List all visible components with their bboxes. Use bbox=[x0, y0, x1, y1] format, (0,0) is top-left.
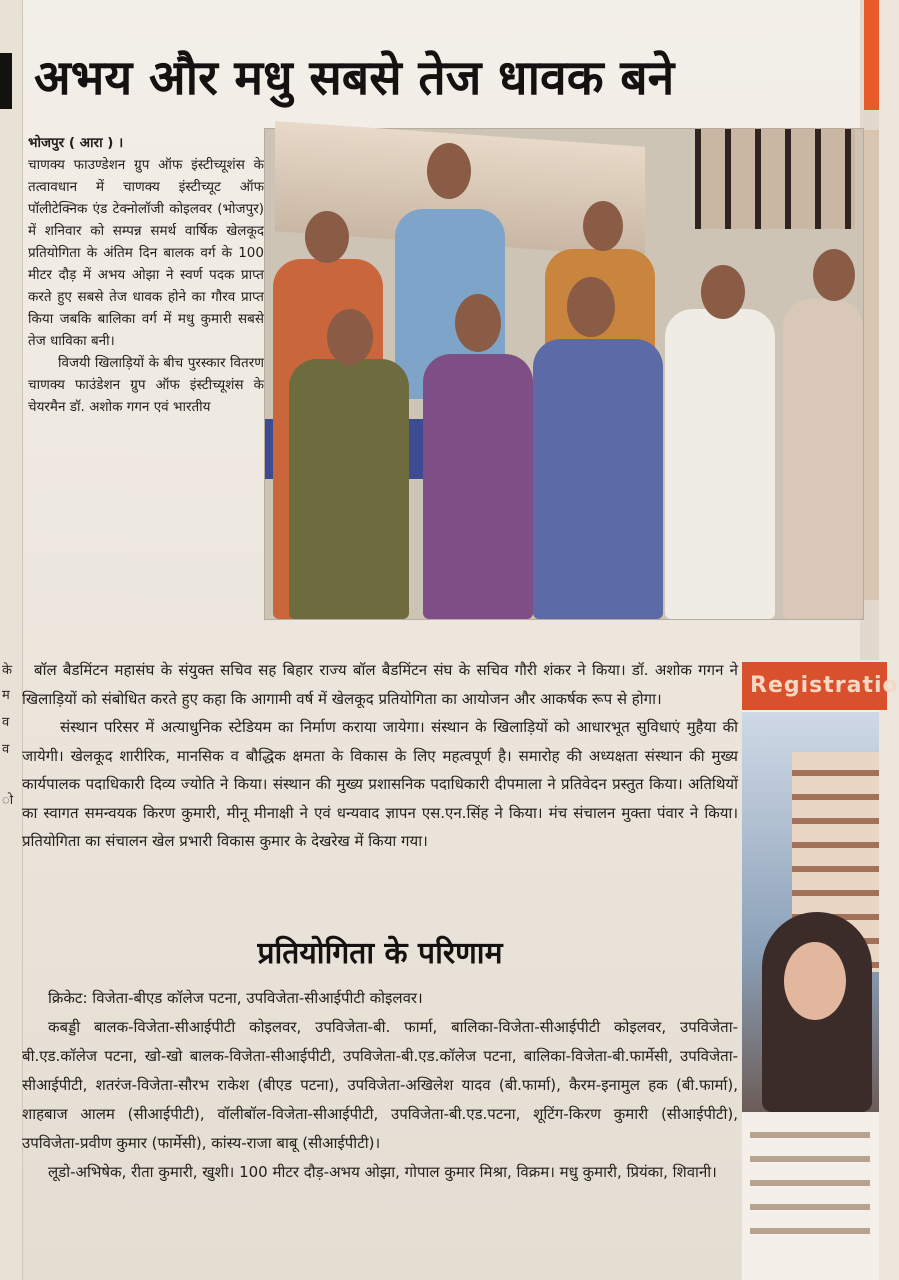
ad-person-face bbox=[784, 942, 846, 1020]
intro-paragraph: विजयी खिलाड़ियों के बीच पुरस्कार वितरण चाणक्य फाउंडेशन ग्रुप ऑफ इंस्टीच्यूशंस के चेयरमैन डॉ. अशोक गगन एवं भारतीय bbox=[28, 355, 264, 415]
person-head bbox=[305, 211, 349, 263]
results-paragraph: लूडो-अभिषेक, रीता कुमारी, खुशी। 100 मीटर दौड़-अभय ओझा, गोपाल कुमार मिश्रा, विक्रम। मधु कुमारी, प्रियंका, शिवानी। bbox=[48, 1163, 717, 1181]
photo-window bbox=[695, 129, 855, 229]
person-head bbox=[701, 265, 745, 319]
body-paragraph: संस्थान परिसर में अत्याधुनिक स्टेडियम का निर्माण कराया जायेगा। संस्थान के खिलाड़ियों को आधारभूत सुविधाएं मुहैया की जायेगी। खेलकूद शारीरिक, मानसिक व बौद्धिक क्षमता के विकास के लिए महत्वपूर्ण है। समारोह की अध्यक्षता संस्थान की मुख्य कार्यपालक पदाधिकारी दिव्य ज्योति ने किया। संस्थान की मुख्य प्रशासनिक पदाधिकारी दीपमाला ने प्रतिवेदन प्रस्तुत किया। अतिथियों का स्वागत समन्वयक किरण कुमारी, मीनू मीनाक्षी ने एवं धन्यवाद ज्ञापन एस.एन.सिंह ने किया। मंच संचालन मुक्ता पंवार ने किया। प्रतियोगिता का संचालन खेल प्रभारी विकास कुमार के देखरेख में किया गया। bbox=[22, 718, 738, 850]
person-figure bbox=[783, 299, 863, 619]
left-text-fragment: के bbox=[2, 663, 12, 678]
person-figure bbox=[533, 339, 663, 619]
left-text-fragment: ो bbox=[2, 793, 14, 808]
ad-photo bbox=[742, 712, 879, 1112]
left-text-fragment: व bbox=[2, 715, 10, 730]
body-paragraph: बॉल बैडमिंटन महासंघ के संयुक्त सचिव सह बिहार राज्य बॉल बैडमिंटन संघ के सचिव गौरी शंकर ने किया। डॉ. अशोक गगन ने खिलाड़ियों को संबोधित करते हुए कहा कि आगामी वर्ष में खेलकूद प्रतियोगिता का आयोजन और आकर्षक रूप से होगा। bbox=[22, 661, 738, 708]
headline-text: अभय और मधु सबसे तेज धावक बने bbox=[34, 50, 675, 106]
person-head bbox=[455, 294, 501, 352]
results-paragraph: क्रिकेट: विजेता-बीएड कॉलेज पटना, उपविजेता-सीआईपीटी कोइलवर। bbox=[48, 989, 423, 1007]
results-section bbox=[22, 984, 738, 1187]
event-photo bbox=[264, 128, 864, 620]
left-text-fragment: व bbox=[2, 742, 10, 757]
person-head bbox=[327, 309, 373, 365]
results-paragraph: कबड्डी बालक-विजेता-सीआईपीटी कोइलवर, उपविजेता-बी. फार्मा, बालिका-विजेता-सीआईपीटी कोइलवर, उपविजेता-बी.एड.कॉलेज पटना, खो-खो बालक-विजेता-सीआईपीटी, उपविजेता-बी.एड.कॉलेज पटना, बालिका-विजेता-बी.फार्मेसी, उपविजेता-सीआईपीटी, शतरंज-विजेता-सौरभ राकेश (बीएड पटना), उपविजेता-अखिलेश यादव (बी.फार्मा), कैरम-इनामुल हक (बी.फार्मा), शाहबाज आलम (सीआईपीटी), वॉलीबॉल-विजेता-सीआईपीटी, उपविजेता-बी.एड.पटना, शूटिंग-किरण कुमारी (सीआईपीटी), उपविजेता-प्रवीण कुमार (फार्मेसी), कांस्य-राजा बाबू (सीआईपीटी)। bbox=[22, 1018, 738, 1152]
ad-text-lines bbox=[750, 1132, 870, 1252]
results-heading: प्रतियोगिता के परिणाम bbox=[257, 936, 503, 971]
person-head bbox=[813, 249, 855, 301]
orange-edge-block bbox=[864, 0, 879, 110]
dateline: भोजपुर ( आरा ) । bbox=[28, 135, 124, 151]
person-figure bbox=[423, 354, 533, 619]
edge-block bbox=[864, 130, 879, 600]
intro-paragraph: चाणक्य फाउण्डेशन ग्रुप ऑफ इंस्टीच्यूशंस के तत्वावधान में चाणक्य इंस्टीच्यूट ऑफ पॉलीटेक्निक एंड टेक्नोलॉजी कोइलवर (भोजपुर) में शनिवार को सम्पन्न समर्थ वार्षिक खेलकूद प्रतियोगिता के अंतिम दिन बालक वर्ग के 100 मीटर दौड़ में अभय ओझा ने स्वर्ण पदक प्राप्त करते हुए सबसे तेज धावक होने का गौरव प्राप्त किया जबकि बालिका वर्ग में मधु कुमारी सबसे तेज धाविका बनी। bbox=[28, 157, 264, 349]
headline-bar bbox=[0, 53, 12, 109]
article-headline bbox=[0, 38, 860, 118]
person-figure bbox=[289, 359, 409, 619]
person-head bbox=[567, 277, 615, 337]
left-neighbor-column bbox=[0, 0, 23, 1280]
left-text-fragment: म bbox=[2, 688, 10, 703]
person-figure bbox=[665, 309, 775, 619]
intro-column bbox=[28, 132, 264, 418]
person-head bbox=[583, 201, 623, 251]
article-body bbox=[22, 656, 738, 856]
ad-heading: Registratio bbox=[742, 662, 887, 710]
right-advertisement bbox=[742, 662, 899, 1280]
person-head bbox=[427, 143, 471, 199]
